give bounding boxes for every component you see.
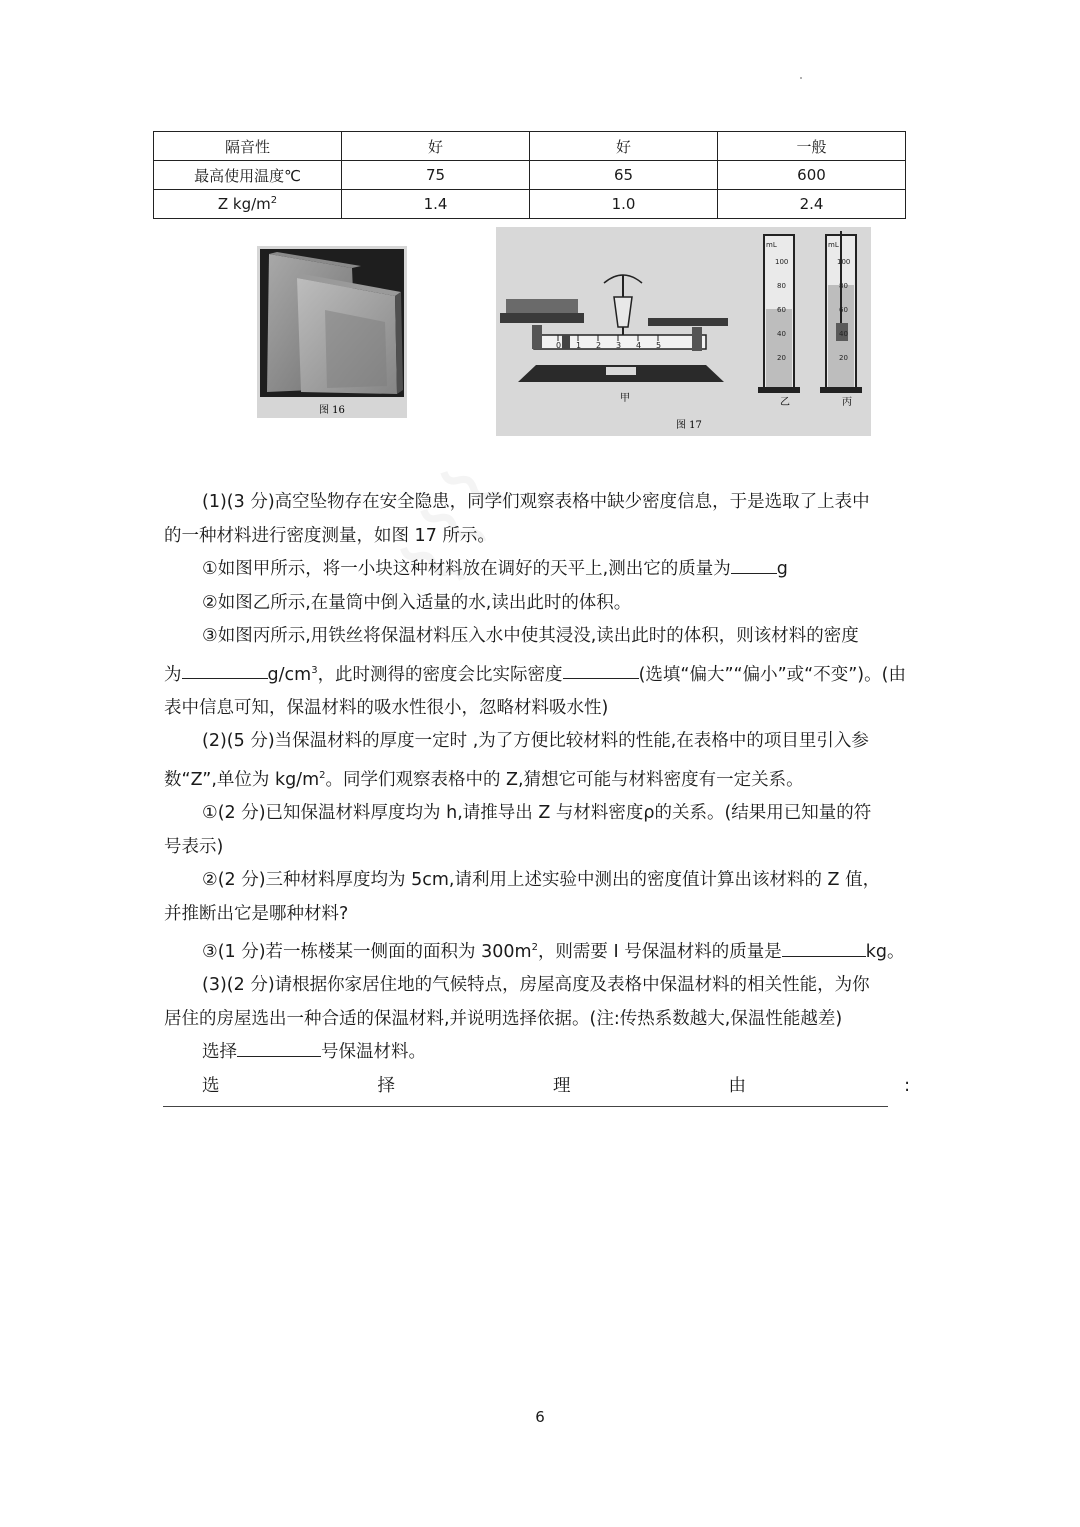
left-pan	[500, 313, 584, 323]
cylinder-unit: mL	[828, 241, 839, 249]
q1-step1	[164, 553, 920, 587]
z-label: Z kg/m	[217, 195, 271, 213]
cylinder-tick-label: 40	[839, 330, 848, 338]
q1-step2: ②如图乙所示,在量筒中倒入适量的水,读出此时的体积。	[202, 592, 632, 613]
table-cell: 600	[718, 161, 906, 190]
q2-part3	[164, 931, 920, 969]
q2-part2: ②(2 分)三种材料厚度均为 5cm,请利用上述实验中测出的密度值计算出该材料的 Z 值，	[202, 870, 881, 891]
table-row	[154, 190, 906, 219]
unit-exponent: 2	[319, 769, 326, 781]
right-pan	[648, 318, 728, 326]
mass-answer-blank[interactable]	[731, 553, 777, 574]
cylinder-tick-label: 20	[777, 354, 786, 362]
q1-step3: ③如图丙所示,用铁丝将保温材料压入水中使其浸没,读出此时的体积，则该材料的密度	[202, 626, 859, 646]
q1-step1-text: ①如图甲所示，将一小块这种材料放在调好的天平上,测出它的质量为	[202, 559, 731, 579]
scale-tick-label: 3	[616, 341, 622, 350]
label-yi: 乙	[780, 397, 790, 408]
q2-intro-text: 数“Z”,单位为 kg/m	[164, 769, 320, 790]
q2-part2-cont: 并推断出它是哪种材料?	[164, 903, 349, 924]
q2-part1-cont: 号表示)	[164, 836, 224, 857]
unit-kg: kg。	[865, 941, 905, 962]
table-cell	[154, 190, 342, 219]
comparison-answer-blank[interactable]	[563, 658, 639, 679]
table-cell: 1.4	[342, 190, 530, 219]
q1-intro-cont: 的一种材料进行密度测量，如图 17 所示。	[164, 525, 495, 546]
q1-intro: (1)(3 分)高空坠物存在安全隐患，同学们观察表格中缺少密度信息，于是选取了上表中	[202, 492, 870, 512]
cylinder-tick-label: 20	[839, 354, 848, 362]
table-cell: 好	[530, 132, 718, 161]
q2-intro-text: 。同学们观察表格中的 Z,猜想它可能与材料密度有一定关系。	[325, 769, 804, 790]
material-choice-blank[interactable]	[237, 1036, 321, 1057]
q3-choose-text: 选择	[202, 1042, 237, 1063]
table-cell: 2.4	[718, 190, 906, 219]
table-cell: 隔音性	[154, 132, 342, 161]
figure-17-caption: 图 17	[676, 420, 702, 431]
table-cell: 好	[342, 132, 530, 161]
unit-exponent: 3	[311, 664, 318, 676]
reason-char: :	[904, 1075, 910, 1096]
q2-part3-text: ，则需要 I 号保温材料的质量是	[537, 941, 782, 962]
density-answer-blank[interactable]	[182, 658, 268, 679]
insulation-boards-photo	[257, 246, 407, 418]
cylinder-unit: mL	[766, 241, 777, 249]
scale-tick-label: 4	[636, 341, 642, 350]
q2-intro-cont	[164, 759, 920, 797]
figure-17-balance-and-cylinders	[496, 227, 871, 436]
cylinder-tick-label: 60	[777, 306, 786, 314]
reason-answer-line[interactable]	[163, 1106, 888, 1107]
mass-kg-answer-blank[interactable]	[782, 936, 866, 957]
table-cell: 75	[342, 161, 530, 190]
scale-tick-label: 1	[576, 341, 582, 350]
table-cell: 1.0	[530, 190, 718, 219]
q1-step3-text: ，此时测得的密度会比实际密度	[317, 664, 563, 685]
table-cell: 65	[530, 161, 718, 190]
speck	[800, 77, 802, 79]
q3-choose-text: 号保温材料。	[321, 1042, 426, 1063]
q1-step3-text: 为	[164, 664, 182, 685]
unit-g-per-cm3: g/cm	[267, 664, 312, 685]
balance-and-cylinders-diagram	[496, 227, 871, 436]
figure-16-caption: 图 16	[319, 405, 345, 416]
cylinder-tick-label: 60	[839, 306, 848, 314]
unit-g: g	[776, 559, 788, 579]
label-jia: 甲	[620, 393, 630, 404]
q3-choose	[164, 1036, 920, 1070]
q1-step3-text: (选填“偏大”“偏小”或“不变”)。(由	[638, 664, 906, 685]
reason-char: 理	[553, 1075, 571, 1096]
cylinder-tick-label: 40	[777, 330, 786, 338]
reason-char: 选	[202, 1075, 220, 1096]
material-properties-table	[153, 131, 906, 219]
cylinder-tick-label: 100	[775, 258, 789, 266]
table-row	[154, 132, 906, 161]
unit-exponent: 2	[531, 942, 538, 954]
reason-char: 由	[728, 1075, 747, 1096]
question-text	[164, 486, 920, 1103]
q3-reason-label	[164, 1070, 920, 1104]
cylinder-tick-label: 80	[839, 282, 848, 290]
scale-tick-label: 2	[596, 341, 602, 350]
scale-tick-label: 5	[656, 341, 662, 350]
q2-intro: (2)(5 分)当保温材料的厚度一定时 ,为了方便比较材料的性能,在表格中的项目里引入参	[202, 731, 869, 752]
table-row	[154, 161, 906, 190]
cylinder-tick-label: 100	[837, 258, 851, 266]
reason-char: 择	[377, 1075, 396, 1096]
cylinder-tick-label: 80	[777, 282, 786, 290]
label-bing: 丙	[842, 397, 852, 408]
q2-part3-text: ③(1 分)若一栋楼某一侧面的面积为 300m	[202, 941, 532, 962]
q3-intro: (3)(2 分)请根据你家居住地的气候特点，房屋高度及表格中保温材料的相关性能，为你	[202, 975, 870, 996]
q2-part1: ①(2 分)已知保温材料厚度均为 h,请推导出 Z 与材料密度ρ的关系。(结果用已知量的符	[202, 803, 872, 824]
beam-rider	[562, 335, 570, 349]
q1-step3-note: 表中信息可知，保温材料的吸水性很小，忽略材料吸水性)	[164, 697, 609, 718]
material-sample	[506, 299, 578, 313]
z-label-exponent: 2	[270, 195, 278, 206]
cylinder-bing	[820, 231, 862, 408]
table-cell: 一般	[718, 132, 906, 161]
scale-tick-label: 0	[556, 341, 562, 350]
q3-intro-cont: 居住的房屋选出一种合适的保温材料,并说明选择依据。(注:传热系数越大,保温性能越差)	[164, 1008, 843, 1029]
table-cell: 最高使用温度℃	[154, 161, 342, 190]
q1-step3-cont	[164, 654, 920, 692]
figure-16-insulation-boards	[257, 246, 407, 418]
cylinder-yi	[758, 235, 800, 408]
page-number: 6	[535, 1408, 545, 1426]
